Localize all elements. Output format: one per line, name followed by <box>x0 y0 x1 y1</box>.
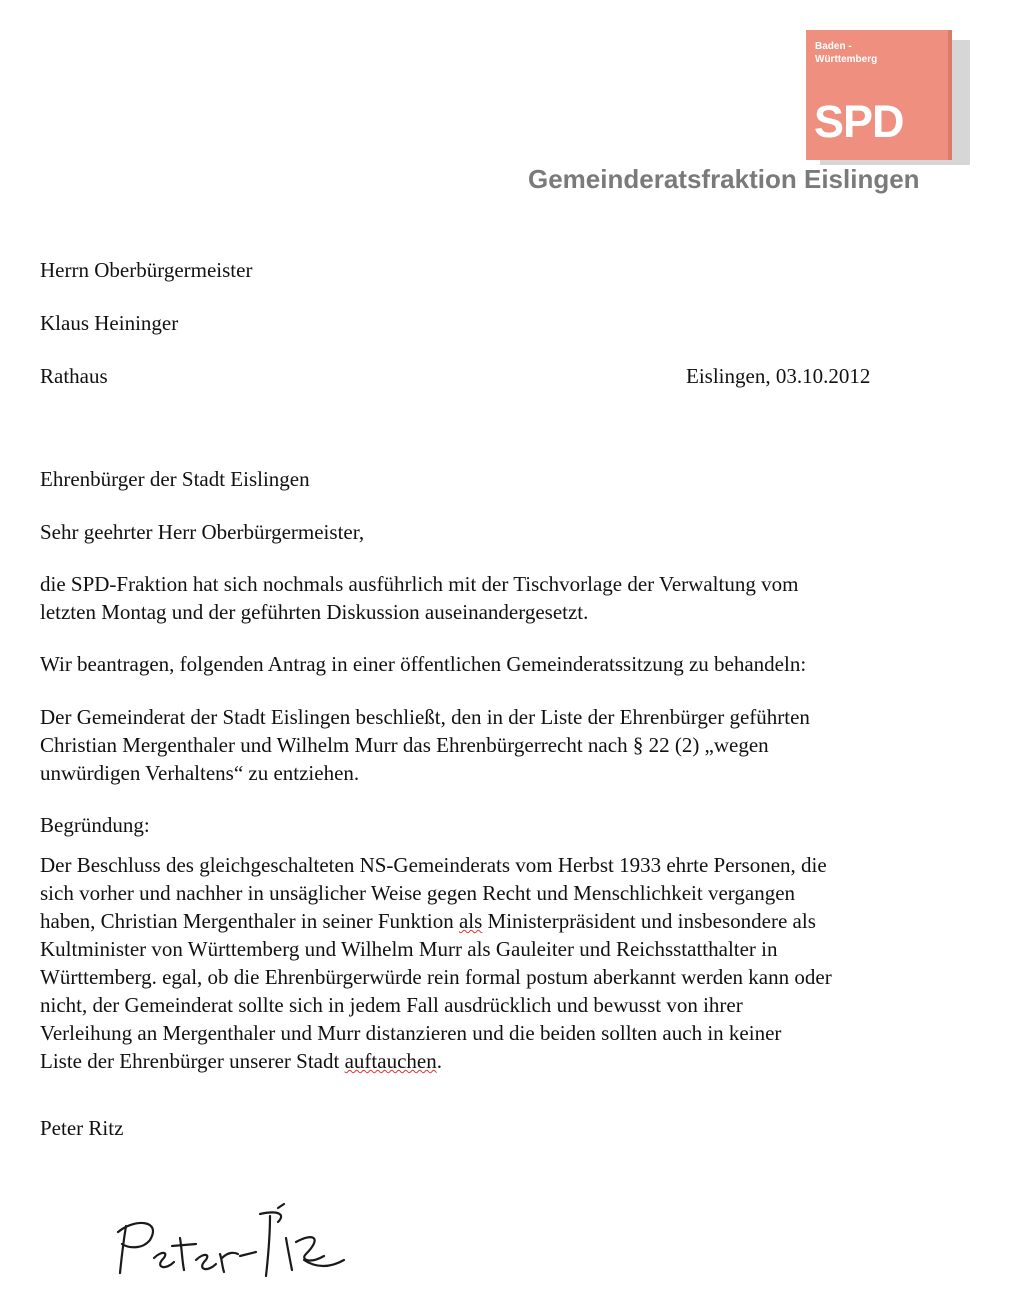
paragraph-request: Wir beantragen, folgenden Antrag in einer öffentlichen Gemeinderatssitzung zu behandeln: <box>40 652 807 676</box>
paragraph-line: Christian Mergenthaler und Wilhelm Murr das Ehrenbürgerrecht nach § 22 (2) „wegen <box>40 733 769 757</box>
logo-party-name: SPD <box>814 96 904 147</box>
paragraph-line: nicht, der Gemeinderat sollte sich in jedem Fall ausdrücklich und bewusst von ihrer <box>40 993 743 1017</box>
address-line-1: Herrn Oberbürgermeister <box>40 258 253 282</box>
subject-line: Ehrenbürger der Stadt Eislingen <box>40 467 310 491</box>
paragraph-line <box>40 1047 970 1075</box>
logo-region-line1: Baden - <box>815 41 852 52</box>
logo-region <box>815 40 877 66</box>
salutation: Sehr geehrter Herr Oberbürgermeister, <box>40 520 365 544</box>
paragraph-reason <box>40 851 970 1075</box>
spellcheck-word: als <box>458 909 483 933</box>
faction-title: Gemeinderatsfraktion Eislingen <box>528 164 920 194</box>
paragraph-line: Der Gemeinderat der Stadt Eislingen beschließt, den in der Liste der Ehrenbürger geführten <box>40 705 810 729</box>
paragraph-intro <box>40 570 970 626</box>
address-line-2: Klaus Heininger <box>40 311 179 335</box>
address-line-3: Rathaus <box>40 364 108 388</box>
paragraph-line: Der Beschluss des gleichgeschalteten NS-Gemeinderats vom Herbst 1933 ehrte Personen, die <box>40 853 827 877</box>
paragraph-line: sich vorher und nachher in unsäglicher Weise gegen Recht und Menschlichkeit vergangen <box>40 881 796 905</box>
paragraph-line: Verleihung an Mergenthaler und Murr distanzieren und die beiden sollten auch in keiner <box>40 1021 782 1045</box>
spellcheck-word: auftauchen <box>344 1049 437 1073</box>
paragraph-motion <box>40 703 970 787</box>
letter-date: Eislingen, 03.10.2012 <box>686 364 871 388</box>
handwritten-signature <box>110 1198 360 1288</box>
logo-cube <box>806 30 952 160</box>
signoff-name: Peter Ritz <box>40 1116 124 1140</box>
paragraph-line: letzten Montag und der geführten Diskussion auseinandergesetzt. <box>40 600 589 624</box>
text-fragment: Liste der Ehrenbürger unserer Stadt <box>40 1049 345 1073</box>
text-fragment: Ministerpräsident und insbesondere als <box>482 909 816 933</box>
reason-heading: Begründung: <box>40 813 150 837</box>
paragraph-line: die SPD-Fraktion hat sich nochmals ausführlich mit der Tischvorlage der Verwaltung vom <box>40 572 799 596</box>
paragraph-line: Kultminister von Württemberg und Wilhelm Murr als Gauleiter und Reichsstatthalter in <box>40 937 778 961</box>
text-fragment: . <box>436 1049 442 1073</box>
paragraph-line <box>40 907 970 935</box>
spd-logo <box>806 30 952 160</box>
paragraph-line: unwürdigen Verhaltens“ zu entziehen. <box>40 761 360 785</box>
paragraph-line: Württemberg. egal, ob die Ehrenbürgerwürde rein formal postum aberkannt werden kann oder <box>40 965 832 989</box>
logo-region-line2: Württemberg <box>815 54 878 65</box>
text-fragment: haben, Christian Mergenthaler in seiner Funktion <box>40 909 459 933</box>
